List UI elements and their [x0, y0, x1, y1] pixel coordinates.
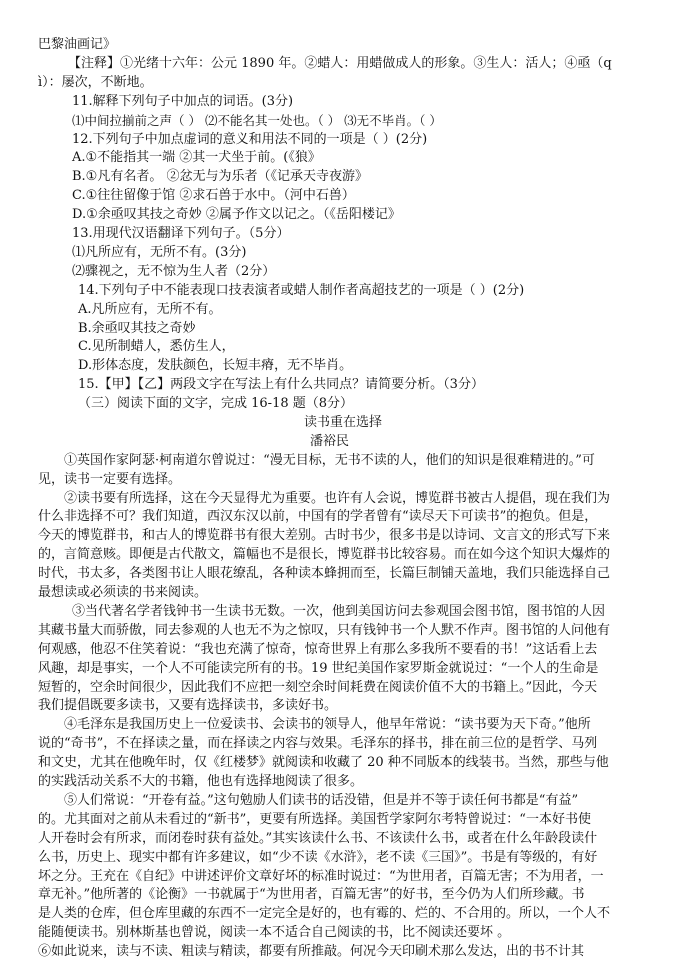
article-line: ⑥如此说来，读与不读、粗读与精读，都要有所推敲。何况今天印刷术那么发达，出的书不计其 — [38, 944, 585, 960]
paragraph-2-line: 今天的博览群书，和古人的博览群书有很大差别。古时书少，很多书是以诗词、文言文的形式写下来 — [38, 528, 611, 544]
question-13-item-1: ⑴凡所应有，无所不有。(3分) — [72, 244, 247, 260]
question-14-option-b: B.余亟叹其技之奇妙 — [78, 320, 196, 336]
article-line: 是人类的仓库，但仓库里藏的东西不一定完全是好的，也有霉的、烂的、不合用的。所以，一个人不 — [38, 906, 611, 922]
question-11-stem: 11.解释下列句子中加点的词语。(3分) — [72, 93, 294, 109]
question-11-items: ⑴中间拉揃前之声（ ） ⑵不能名其一处也。（ ） ⑶无不毕肖。（ ） — [72, 112, 442, 128]
section-three-heading: （三）阅读下面的文字，完成 16-18 题（8分） — [78, 396, 354, 412]
annotation-line-2: ì）：屡次，不断地。 — [38, 74, 153, 90]
paragraph-3-line: 其藏书量大而骄傲，同去参观的人也无不为之惊叹，只有钱钟书一个人默不作声。图书馆的人问他有 — [38, 622, 611, 638]
paragraph-5-line: 的。尤其面对之前从未看过的“新书”，更要有所选择。美国哲学家阿尔考特曾说过：“一本好书使 — [38, 811, 591, 827]
paragraph-1-line: 见，读书一定要有选择。 — [38, 471, 182, 487]
paragraph-2-line: 最想读或必须读的书来阅读。 — [38, 585, 208, 600]
article-line: 坏之分。王充在《自纪》中讲述评价文章好坏的标准时说过：“为世用者，百篇无害；不为用者，一 — [38, 868, 604, 884]
annotation-line-1: 【注释】①光绪十六年：公元 1890 年。②蜡人：用蜡做成人的形象。③生人：活人；④亟（q — [68, 55, 612, 71]
question-12-option-d: D.①余亟叹其技之奇妙 ②属予作文以记之。（《岳阳楼记》 — [72, 207, 401, 223]
paragraph-2-line: ②读书要有所选择，这在今天显得尤为重要。也许有人会说，博览群书被古人提倡，现在我们为 — [64, 490, 611, 506]
paragraph-4-line: 说的“奇书”，不在择读之量，而在择读之内容与效果。毛泽东的择书，排在前三位的是哲学、马列 — [38, 736, 598, 752]
paragraph-2-line: 时代，书太多，各类图书让人眼花缭乱，各种读本蜂拥而至，长篇巨制铺天盖地，我们只能选择自己 — [38, 566, 611, 582]
paragraph-2-line: 什么非选择不可？我们知道，西汉东汉以前，中国有的学者曾有“读尽天下可读书”的抱负。但是， — [38, 509, 598, 525]
question-12-option-b: B.①凡有名者。 ②忿无与为乐者（《记承天寺夜游》 — [72, 169, 368, 185]
question-14-option-c: C.见所制蜡人，悉仿生人， — [78, 339, 235, 355]
paragraph-5-line: 么书，历史上、现实中都有许多建议，如“少不读《水浒》，老不读《三国》”。书是有等级的，有好 — [38, 849, 598, 865]
question-14-option-a: A.凡所应有，无所不有。 — [78, 301, 222, 317]
article-title: 读书重在选择 — [304, 415, 383, 430]
paragraph-5-line: ⑤人们常说：“开卷有益。”这句勉励人们读书的话没错，但是并不等于读任何书都是“有益” — [64, 792, 579, 808]
question-14-stem: 14.下列句子中不能表现口技表演者或蜡人制作者高超技艺的一项是（ ）(2分) — [78, 282, 525, 298]
paragraph-5-line: 人开卷时会有所求，而闭卷时获有益处。”其实该读什么书、不该读什么书，或者在什么年龄段读什 — [38, 830, 598, 846]
question-13-item-2: ⑵骤视之，无不惊为生人者（2分） — [72, 263, 276, 279]
paragraph-2-line: 的，言简意赅。即便是古代散文，篇幅也不是很长，博览群书比较容易。而在如今这个知识大爆炸的 — [38, 547, 611, 563]
paragraph-4-line: ④毛泽东是我国历史上一位爱读书、会读书的领导人，他早年常说：“读书要为天下奇。”他所 — [64, 717, 591, 733]
paragraph-4-line: 和文史，尤其在他晚年时，仅《红楼梦》就阅读和收藏了 20 种不同版本的线装书。当然，那些与他 — [38, 755, 609, 771]
paragraph-3-line: 何观感，他忍不住笑着说：“我也充满了惊奇，惊奇世界上有那么多我所不要看的书！”这话看上去 — [38, 641, 598, 657]
question-14-option-d: D.形体态度，发肤颜色，长短丰瘠，无不毕肖。 — [78, 358, 353, 374]
article-line: 能随便读书。别林斯基也曾说，阅读一本不适合自己阅读的书，比不阅读还要坏 。 — [38, 925, 511, 941]
paragraph-1-line: ①英国作家阿瑟·柯南道尔曾说过：“漫无目标，无书不读的人，他们的知识是很难精进的。”可 — [64, 452, 595, 468]
article-author: 潘裕民 — [310, 433, 350, 449]
question-13-stem: 13.用现代汉语翻译下列句子。（5分） — [72, 226, 290, 241]
article-line: 章无补。”他所著的《论衡》一书就属于“为世用者，百篇无害”的好书，至今仍为人们所珍藏。书 — [38, 887, 585, 903]
question-12-stem: 12.下列句子中加点虚词的意义和用法不同的一项是（ ）(2分) — [72, 131, 428, 147]
question-15-stem: 15.【甲】【乙】两段文字在写法上有什么共同点？请简要分析。（3分） — [78, 377, 484, 393]
question-12-option-a: A.①不能指其一端 ②其一犬坐于前。(《狼》 — [72, 150, 321, 166]
paragraph-3-line: ③当代著名学者钱钟书一生读书无数。一次，他到美国访问去参观国会图书馆，图书馆的人因 — [72, 603, 606, 619]
paragraph-3-line: 风趣，却是事实，一个人不可能读完所有的书。19 世纪美国作家罗斯金就说过：“一个人的生命是 — [38, 660, 599, 676]
paragraph-3-line: 短暂的，空余时间很少，因此我们不应把一刻空余时间耗费在阅读价值不大的书籍上。”因此，今天 — [38, 679, 598, 695]
prev-passage-title-tail: 巴黎油画记》 — [38, 37, 117, 52]
question-12-option-c: C.①往往留像于馆 ②求石兽于水中。（河中石兽） — [72, 188, 355, 204]
paragraph-4-line: 的实践活动关系不大的书籍，他也有选择地阅读了很多。 — [38, 774, 364, 789]
paragraph-3-line: 我们提倡既要多读书，又要有选择读书，多读好书。 — [38, 698, 338, 714]
